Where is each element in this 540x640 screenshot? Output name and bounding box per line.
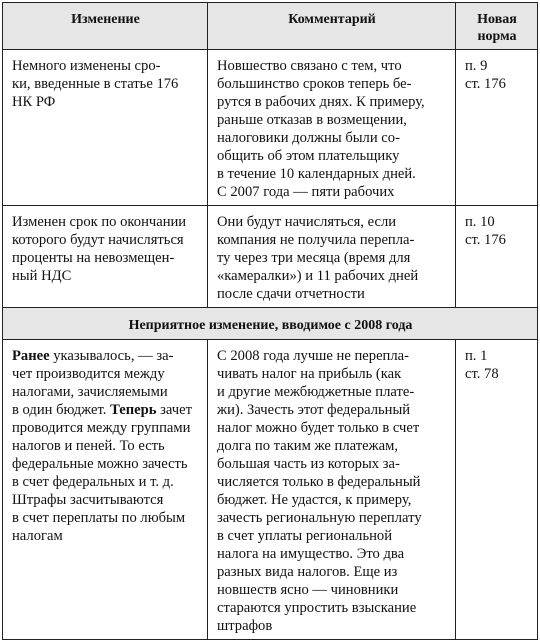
row-3-change	[3, 340, 208, 640]
row-1-norm: п. 9 ст. 176	[456, 50, 538, 206]
header-comment: Комментарий	[208, 3, 456, 50]
before-label: Ранее	[12, 348, 50, 364]
table-row	[3, 50, 538, 206]
change-text-part1: указывалось, — за- чет производится между налогами, зачисляемыми в один бюджет.	[12, 348, 174, 418]
now-label: Теперь	[110, 402, 157, 418]
row-2-norm: п. 10 ст. 176	[456, 206, 538, 308]
row-1-comment: Новшество связано с тем, что большинство сроков теперь бе- рутся в рабочих днях. К примеру, раньше отказав в возмещении, налоговики должны были со- общить об этом плательщику в течение 10 календарных дней. С 2007 года — пяти рабочих	[208, 50, 456, 206]
row-3-comment: С 2008 года лучше не перепла- чивать налог на прибыль (как и другие межбюджетные плате- жи). Зачесть этот федеральный налог можно будет только в счет долга по таким же платежам, большая часть из которых за- числяется только в федеральный бюджет. Не удастся, к примеру, зачесть региональную переплату в счет уплаты региональной налога на имущество. Это два разных вида налогов. Еще из новшеств ясно — чиновники стараются упростить взыскание штрафов	[208, 340, 456, 640]
row-1-change: Немного изменены сро- ки, введенные в статье 176 НК РФ	[3, 50, 208, 206]
section-title: Неприятное изменение, вводимое с 2008 года	[3, 308, 538, 340]
tax-changes-table	[2, 2, 538, 640]
table-row	[3, 206, 538, 308]
row-3-norm: п. 1 ст. 78	[456, 340, 538, 640]
section-row	[3, 308, 538, 340]
table-header-row	[3, 3, 538, 50]
change-text-part2: зачет проводится между группами налогов и пеней. То есть федеральные можно зачесть в счет федеральных и т. д. Штрафы засчитываются в счет переплаты по любым налогам	[12, 402, 192, 544]
header-norm: Новая норма	[456, 3, 538, 50]
row-2-change: Изменен срок по окончании которого будут начисляться проценты на невозмещен- ный НДС	[3, 206, 208, 308]
header-change: Изменение	[3, 3, 208, 50]
row-2-comment: Они будут начисляться, если компания не получила перепла- ту через три месяца (время для «камералки») и 11 рабочих дней после сдачи отчетности	[208, 206, 456, 308]
table-row	[3, 340, 538, 640]
